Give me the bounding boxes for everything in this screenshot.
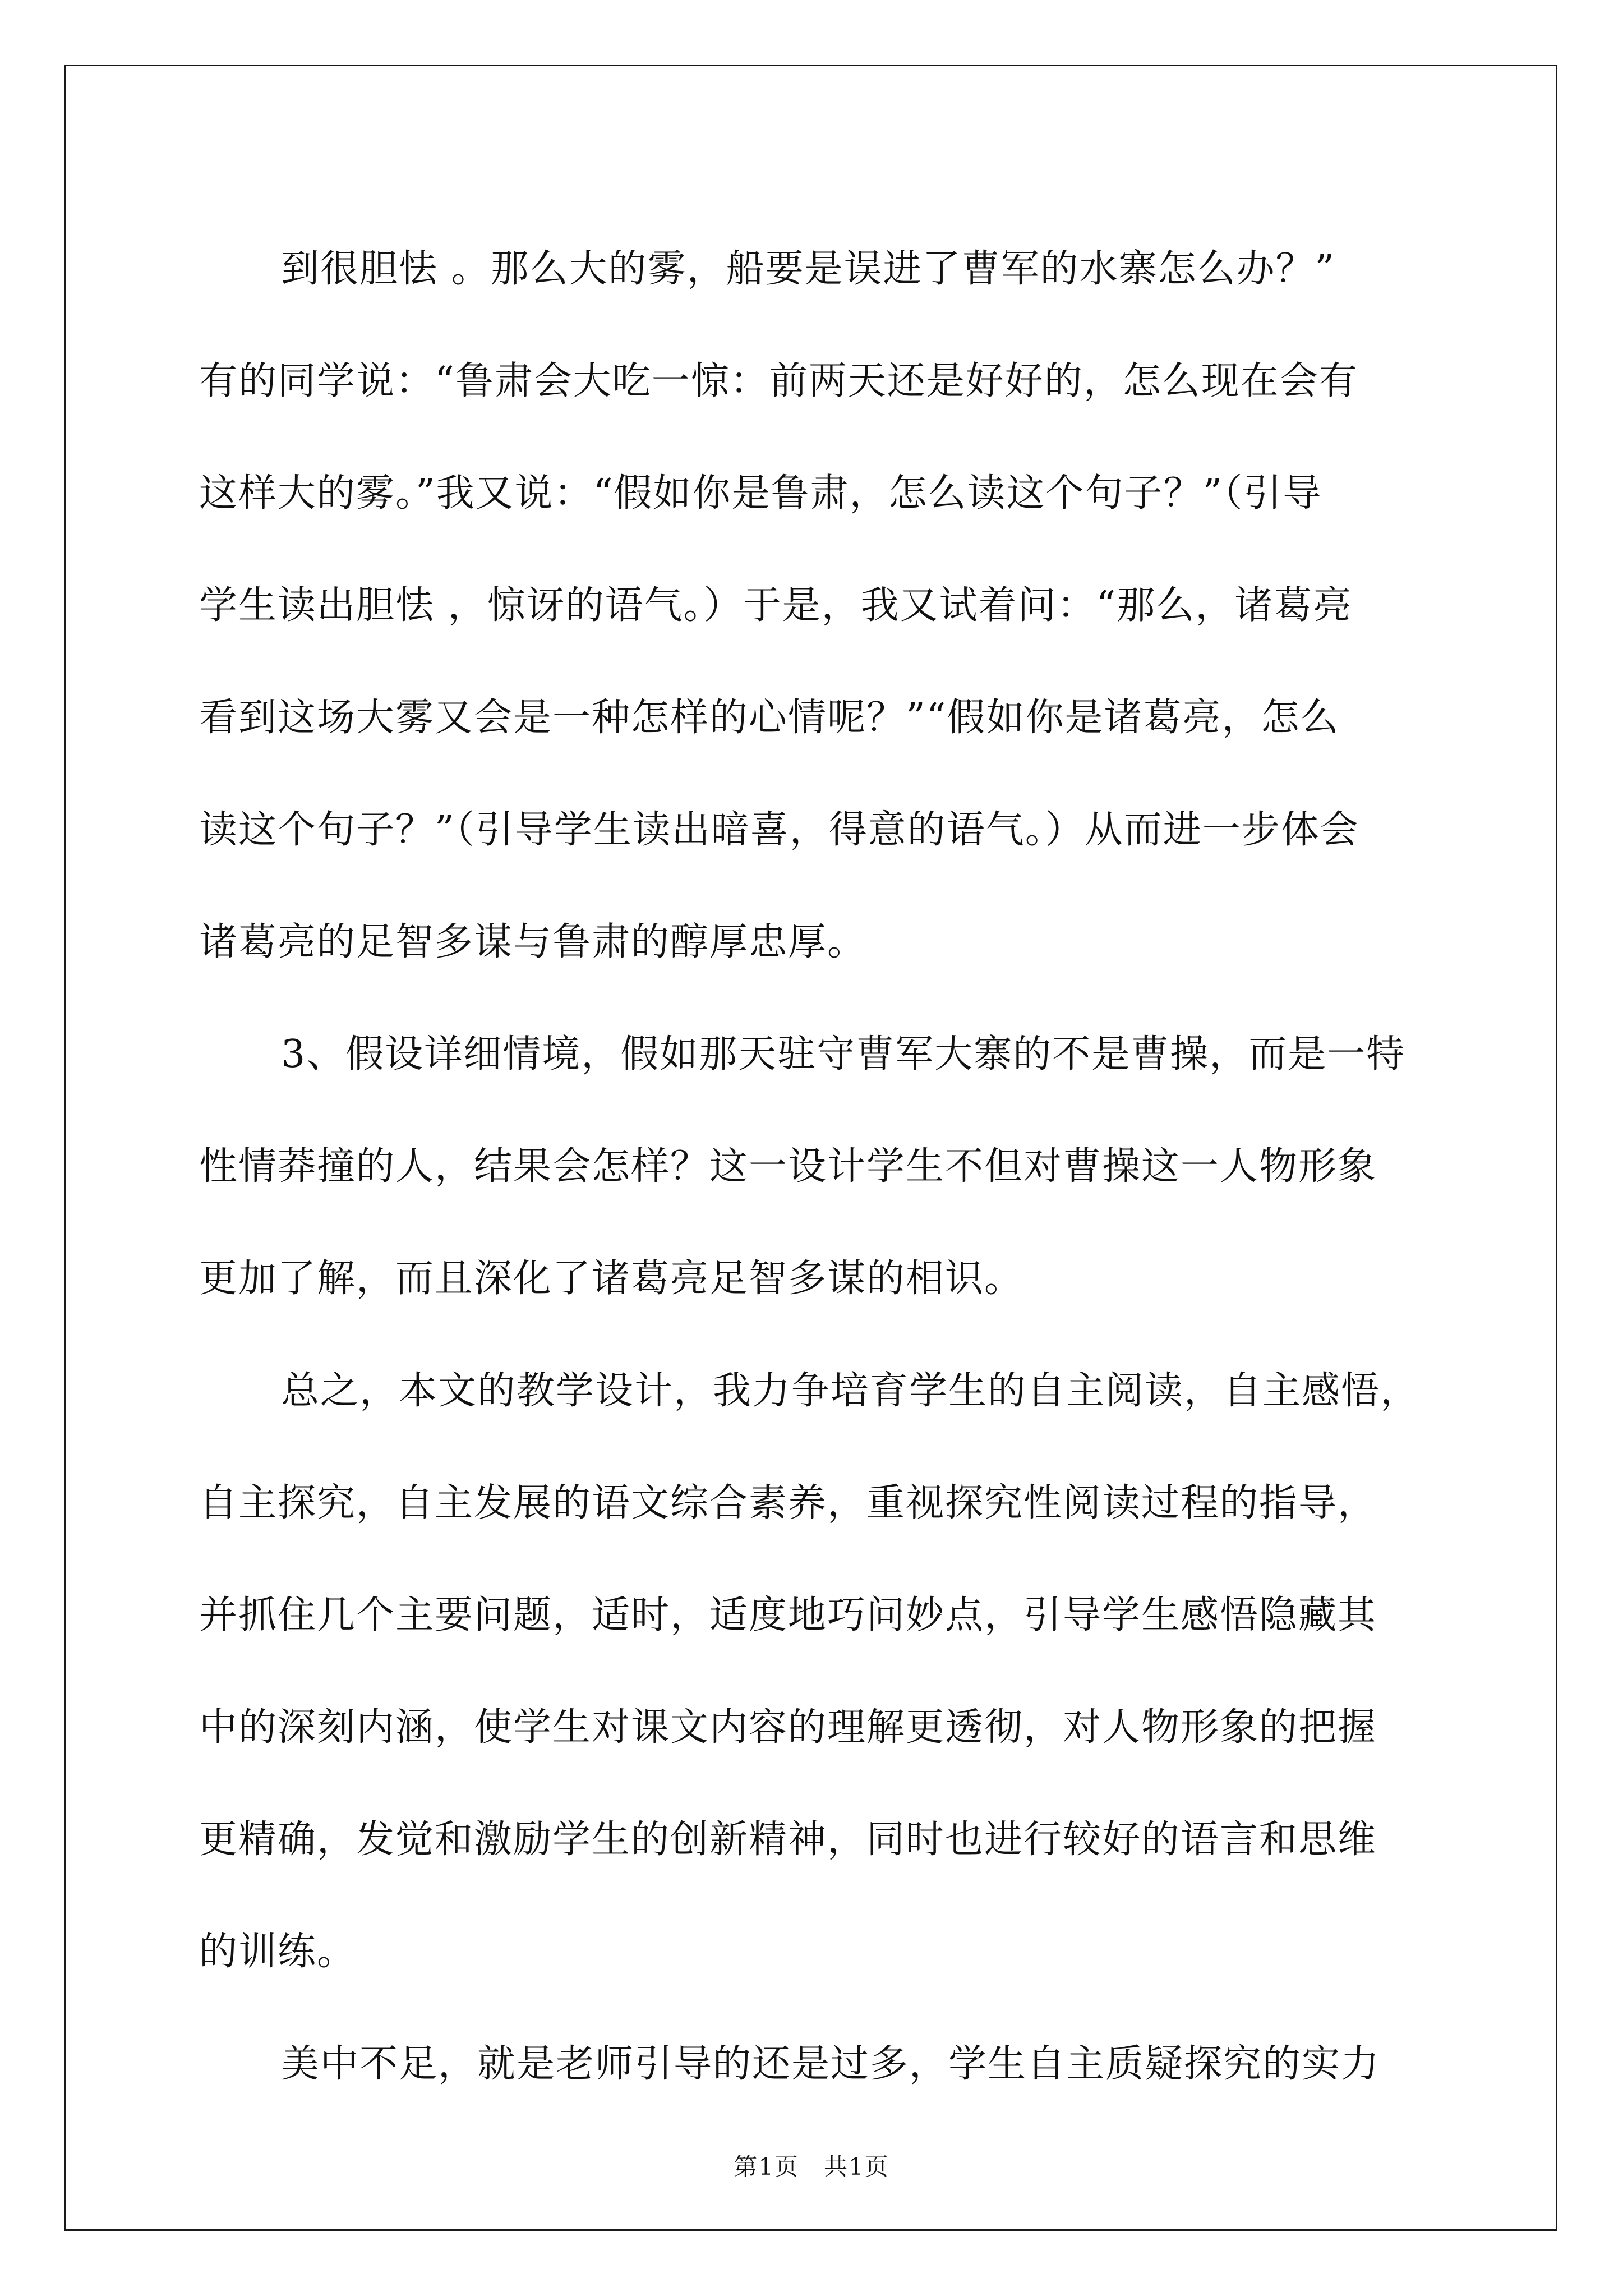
text-line: 有的同学说：“鲁肃会大吃一惊：前两天还是好好的，怎么现在会有: [199, 359, 1358, 403]
text-line: 3、假设详细情境，假如那天驻守曹军大寨的不是曹操，而是一特: [281, 1032, 1406, 1076]
text-line: 学生读出胆怯 ，惊讶的语气。）于是，我又试着问：“那么，诸葛亮: [199, 583, 1353, 628]
text-line: 看到这场大雾又会是一种怎样的心情呢？”“假如你是诸葛亮，怎么: [199, 696, 1340, 740]
text-line: 的训练。: [199, 1930, 357, 1974]
text-line: 读这个句子？”（引导学生读出暗喜，得意的语气。）从而进一步体会: [199, 808, 1359, 852]
text-line: 更加了解，而且深化了诸葛亮足智多谋的相识。: [199, 1257, 1024, 1301]
text-line: 性情莽撞的人，结果会怎样？这一设计学生不但对曹操这一人物形象: [199, 1144, 1377, 1189]
text-line: 到很胆怯 。那么大的雾，船要是误进了曹军的水寨怎么办？”: [281, 247, 1336, 291]
text-line: 这样大的雾。”我又说：“假如你是鲁肃，怎么读这个句子？”（引导: [199, 471, 1322, 516]
page-footer: 第1页 共1页: [734, 2153, 889, 2180]
text-line: 并抓住几个主要问题，适时，适度地巧问妙点，引导学生感悟隐藏其: [199, 1593, 1377, 1637]
paragraph-1: [199, 213, 1433, 999]
text-line: 自主探究，自主发展的语文综合素养，重视探究性阅读过程的指导，: [199, 1481, 1377, 1525]
paragraph-2: [199, 999, 1433, 1335]
paragraph-4: [199, 2008, 1433, 2120]
text-line: 更精确，发觉和激励学生的创新精神，同时也进行较好的语言和思维: [199, 1818, 1377, 1862]
text-line: 诸葛亮的足智多谋与鲁肃的醇厚忠厚。: [199, 920, 867, 964]
document-body: [199, 213, 1433, 2120]
text-line: 总之，本文的教学设计，我力争培育学生的自主阅读，自主感悟，: [281, 1369, 1420, 1413]
text-line: 美中不足，就是老师引导的还是过多，学生自主质疑探究的实力: [281, 2042, 1381, 2086]
paragraph-3: [199, 1335, 1433, 2008]
text-line: 中的深刻内涵，使学生对课文内容的理解更透彻，对人物形象的把握: [199, 1705, 1377, 1750]
